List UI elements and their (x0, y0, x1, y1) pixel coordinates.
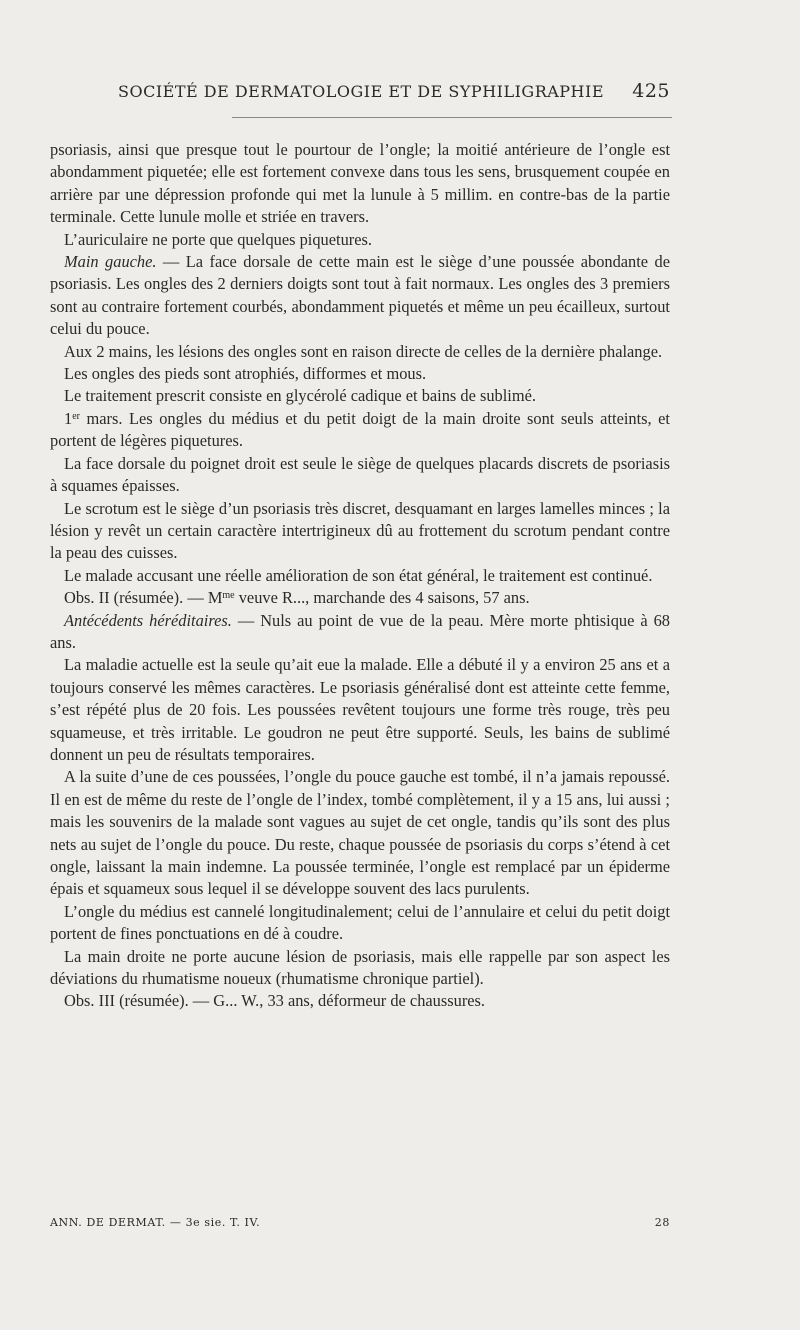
paragraph-text: veuve R..., marchande des 4 saisons, 57 ans. (234, 588, 530, 608)
paragraph-text: — Nuls au point de vue de la peau. Mère morte phtisique à 68 ans. (50, 610, 671, 652)
paragraph-lead: Antécédents héréditaires. (64, 610, 232, 630)
header-rule (232, 117, 672, 118)
paragraph: Les ongles des pieds sont atrophiés, difformes et mous. (64, 364, 427, 384)
paragraph: Le malade accusant une réelle amélioration de son état général, le traitement est continué. (64, 565, 653, 585)
paragraph-text: mars. Les ongles du médius et du petit doigt de la main droite sont seuls atteints, et portent de légères piquetures. (50, 408, 670, 451)
footer-journal: ANN. DE DERMAT. — 3e sie. T. IV. (50, 1216, 261, 1229)
paragraph (50, 408, 670, 453)
superscript: me (222, 590, 235, 602)
paragraph: L’auriculaire ne porte que quelques piquetures. (64, 229, 372, 249)
paragraph: La face dorsale du poignet droit est seule le siège de quelques placards discrets de psoriasis à squames épaisses. (50, 453, 670, 496)
paragraph-lead: Main gauche. (64, 252, 157, 272)
paragraph: Le scrotum est le siège d’un psoriasis très discret, desquamant en larges lamelles minces ; la lésion y revêt un certain caractère intertrigineux dû au frottement du scrotum pendant contre la peau des cuisses. (50, 498, 670, 563)
superscript: er (72, 410, 80, 422)
paragraph (50, 610, 670, 655)
paragraph (50, 587, 670, 609)
paragraph: Aux 2 mains, les lésions des ongles sont en raison directe de celles de la dernière phalange. (64, 341, 663, 361)
running-header (118, 80, 670, 102)
paragraph-pre: Obs. II (résumée). — M (64, 588, 223, 608)
paragraph: L’ongle du médius est cannelé longitudinalement; celui de l’annulaire et celui du petit doigt portent de fines ponctuations en dé à coudre. (50, 901, 670, 944)
paragraph: Obs. III (résumée). — G... W., 33 ans, déformeur de chaussures. (64, 991, 486, 1011)
paragraph: La main droite ne porte aucune lésion de psoriasis, mais elle rappelle par son aspect les déviations du rhumatisme noueux (rhumatisme chronique partiel). (50, 946, 670, 989)
paragraph-text: — La face dorsale de cette main est le siège d’une poussée abondante de psoriasis. Les ongles des 2 derniers doigts sont tout à fait normaux. Les ongles des 3 premiers sont au contraire fortement courbés, abondamment piquetés et même un peu écailleux, surtout celui du pouce. (50, 252, 671, 339)
page-number: 425 (632, 80, 670, 102)
body-text (50, 139, 670, 1013)
footer-signature: 28 (654, 1216, 670, 1229)
paragraph-pre: 1 (64, 408, 73, 428)
paragraph: psoriasis, ainsi que presque tout le pourtour de l’ongle; la moitié antérieure de l’ongle est abondamment piquetée; elle est fortement convexe dans tous les sens, brusquement coupée en arrière par une dépression profonde qui met la lunule à 5 millim. en contre-bas de la partie terminale. Cette lunule molle et striée en travers. (50, 140, 670, 227)
paragraph: A la suite d’une de ces poussées, l’ongle du pouce gauche est tombé, il n’a jamais repoussé. Il en est de même du reste de l’ongle de l’index, tombé complètement, il y a 15 ans, lui aussi ; mais les souvenirs de la malade sont vagues au sujet de cet ongle, tandis qu’ils sont des plus nets au sujet de l’ongle du pouce. Du reste, chaque poussée de psoriasis du corps s’étend à cet ongle, laissant la main indemne. La poussée terminée, l’ongle est remplacé par un épiderme épais et squameux sous lequel il se développe souvent des lacs purulents. (50, 767, 670, 899)
paragraph: La maladie actuelle est la seule qu’ait eue la malade. Elle a débuté il y a environ 25 ans et a toujours conservé les mêmes caractères. Le psoriasis généralisé dont est atteinte cette femme, s’est répété plus de 20 fois. Les poussées revêtent toujours une forme très rouge, très peu squameuse, et très irritable. Le goudron ne peut être supporté. Seuls, les bains de sublimé donnent un peu de résultats temporaires. (50, 655, 670, 764)
page-footer (50, 1216, 670, 1229)
paragraph: Le traitement prescrit consiste en glycérolé cadique et bains de sublimé. (64, 386, 536, 406)
running-title: SOCIÉTÉ DE DERMATOLOGIE ET DE SYPHILIGRAPHIE (118, 82, 605, 101)
paragraph (50, 251, 670, 341)
